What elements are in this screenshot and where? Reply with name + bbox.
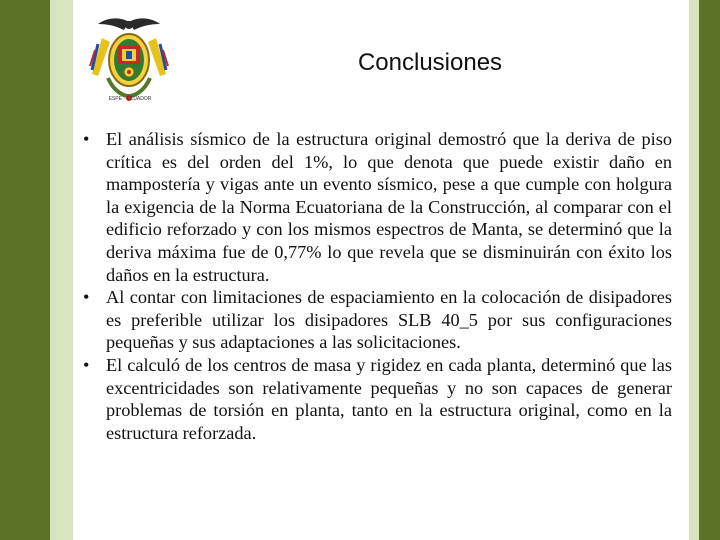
bullet-item bbox=[78, 128, 672, 286]
slide-title: Conclusiones bbox=[357, 49, 503, 76]
right-light-border bbox=[689, 0, 699, 540]
bullet-glyph: • bbox=[83, 129, 90, 149]
left-light-border bbox=[50, 0, 73, 540]
bullet-text: Al contar con limitaciones de espaciamiento en la colocación de disipadores es preferible utilizar los disipadores SLB 40_5 por sus configuraciones pequeñas y sus adaptaciones a las solicitaciones. bbox=[106, 287, 672, 353]
bullet-list bbox=[78, 128, 672, 444]
right-dark-border bbox=[699, 0, 720, 540]
bullet-glyph: • bbox=[83, 354, 90, 375]
university-crest-icon bbox=[84, 14, 174, 106]
bullet-text: El análisis sísmico de la estructura original demostró que la deriva de piso crítica es del orden del 1%, lo que denota que puede existir daño en mampostería y vigas ante un evento sísmico, pese a que cumple con holgura la exigencia de la Norma Ecuatoriana de la Construcción, al comparar con el edificio reforzado y con los mismos espectros de Manta, se determinó que la deriva máxima fue de 0,77% lo que revela que se disminuirán con éxito los daños en la estructura. bbox=[106, 129, 672, 285]
left-dark-border bbox=[0, 0, 50, 540]
bullet-glyph: • bbox=[83, 287, 90, 308]
bullet-text: El calculó de los centros de masa y rigidez en cada planta, determinó que las excentricidades son relativamente pequeñas y no son capaces de generar problemas de torsión en planta, tanto en la estructura original, como en la estructura reforzada. bbox=[106, 354, 672, 443]
bullet-item bbox=[78, 354, 672, 444]
bullet-item bbox=[78, 286, 672, 354]
logo-caption: ESPE · ECUADOR bbox=[108, 96, 152, 102]
